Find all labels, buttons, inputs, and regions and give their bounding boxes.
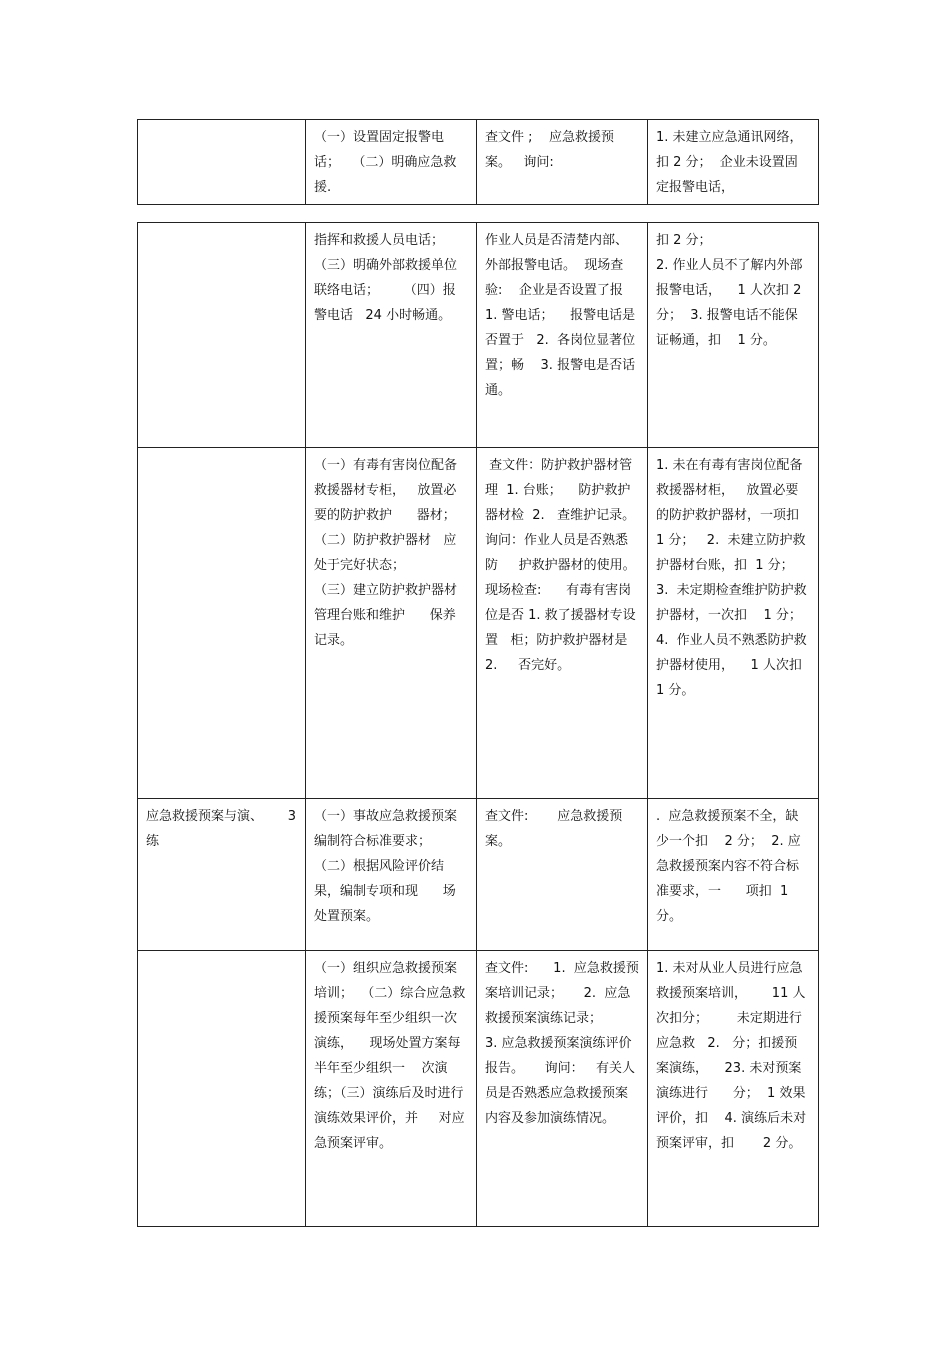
check-method-cell: 查文件: 1. 应急救援预案培训记录； 2. 应急救援预案演练记录； 3. 应急救援预案演练评价报告。 询问： 有关人员是否熟悉应急救援预案内容及参加演练情况。 [477, 951, 648, 1227]
scoring-cell: 1. 未对从业人员进行应急救援预案培训， 11 人次扣分； 未定期进行应急救 2. 分；扣援预案演练， 23. 未对预案演练进行 分； 1 效果评价，扣 4. 演练后未对预案评审，扣 2 分。 [648, 951, 819, 1227]
requirement-cell: （一）有毒有害岗位配备救援器材专柜， 放置必要的防护救护 器材；（二）防护救护器材 应处于完好状态； （三）建立防护救护器材管理台账和维护 保养记录。 [306, 448, 477, 799]
scoring-cell: 扣 2 分； 2. 作业人员不了解内外部报警电话， 1 人次扣 2 分； 3. 报警电话不能保证畅通，扣 1 分。 [648, 223, 819, 448]
table-row [138, 448, 819, 799]
table-row [138, 951, 819, 1227]
check-method-cell: 查文件 ; 应急救援预案。 询问: [477, 120, 648, 205]
item-cell: 应急救援预案与演、 3 练 [138, 799, 306, 951]
check-method-cell: 查文件: 应急救援预案。 [477, 799, 648, 951]
check-method-cell: 查文件：防护救护器材管理 1. 台账； 防护救护器材检 2. 查维护记录。 询问：作业人员是否熟悉防 护救护器材的使用。现场检查: 有毒有害岗位是否 1. 救了援器材专设置 柜；防护救护器材是 2. 否完好。 [477, 448, 648, 799]
table-row [138, 120, 819, 205]
check-method-cell: 作业人员是否清楚内部、外部报警电话。 现场查验: 企业是否设置了报 1. 警电话； 报警电话是否置于 2. 各岗位显著位置；畅 3. 报警电是否话 通。 [477, 223, 648, 448]
requirement-cell: 指挥和救援人员电话； （三）明确外部救援单位联络电话； （四）报警电话 24 小时畅通。 [306, 223, 477, 448]
requirement-cell: （一）设置固定报警电话； （二）明确应急救援. [306, 120, 477, 205]
item-cell [138, 951, 306, 1227]
scoring-cell: 1. 未建立应急通讯网络，扣 2 分； 企业未设置固定报警电话， [648, 120, 819, 205]
table-row [138, 799, 819, 951]
table-part-1 [137, 119, 819, 205]
item-cell [138, 120, 306, 205]
requirement-cell: （一）组织应急救援预案培训； （二）综合应急救援预案每年至少组织一次演练， 现场处置方案每半年至少组织一 次演练；（三）演练后及时进行演练效果评价，并 对应急预案评审。 [306, 951, 477, 1227]
table-row [138, 223, 819, 448]
item-cell [138, 223, 306, 448]
table-part-2 [137, 222, 819, 1227]
item-cell [138, 448, 306, 799]
requirement-cell: （一）事故应急救援预案编制符合标准要求； （二）根据风险评价结果，编制专项和现 场处置预案。 [306, 799, 477, 951]
scoring-cell: 1. 未在有毒有害岗位配备救援器材柜， 放置必要的防护救护器材，一项扣 1 分； 2. 未建立防护救护器材台账，扣 1 分； 3. 未定期检查维护防护救护器材，一次扣 1 分； 4. 作业人员不熟悉防护救护器材使用， 1 人次扣 1 分。 [648, 448, 819, 799]
scoring-cell: . 应急救援预案不全，缺少一个扣 2 分； 2. 应急救援预案内容不符合标准要求，一 项扣 1 分。 [648, 799, 819, 951]
